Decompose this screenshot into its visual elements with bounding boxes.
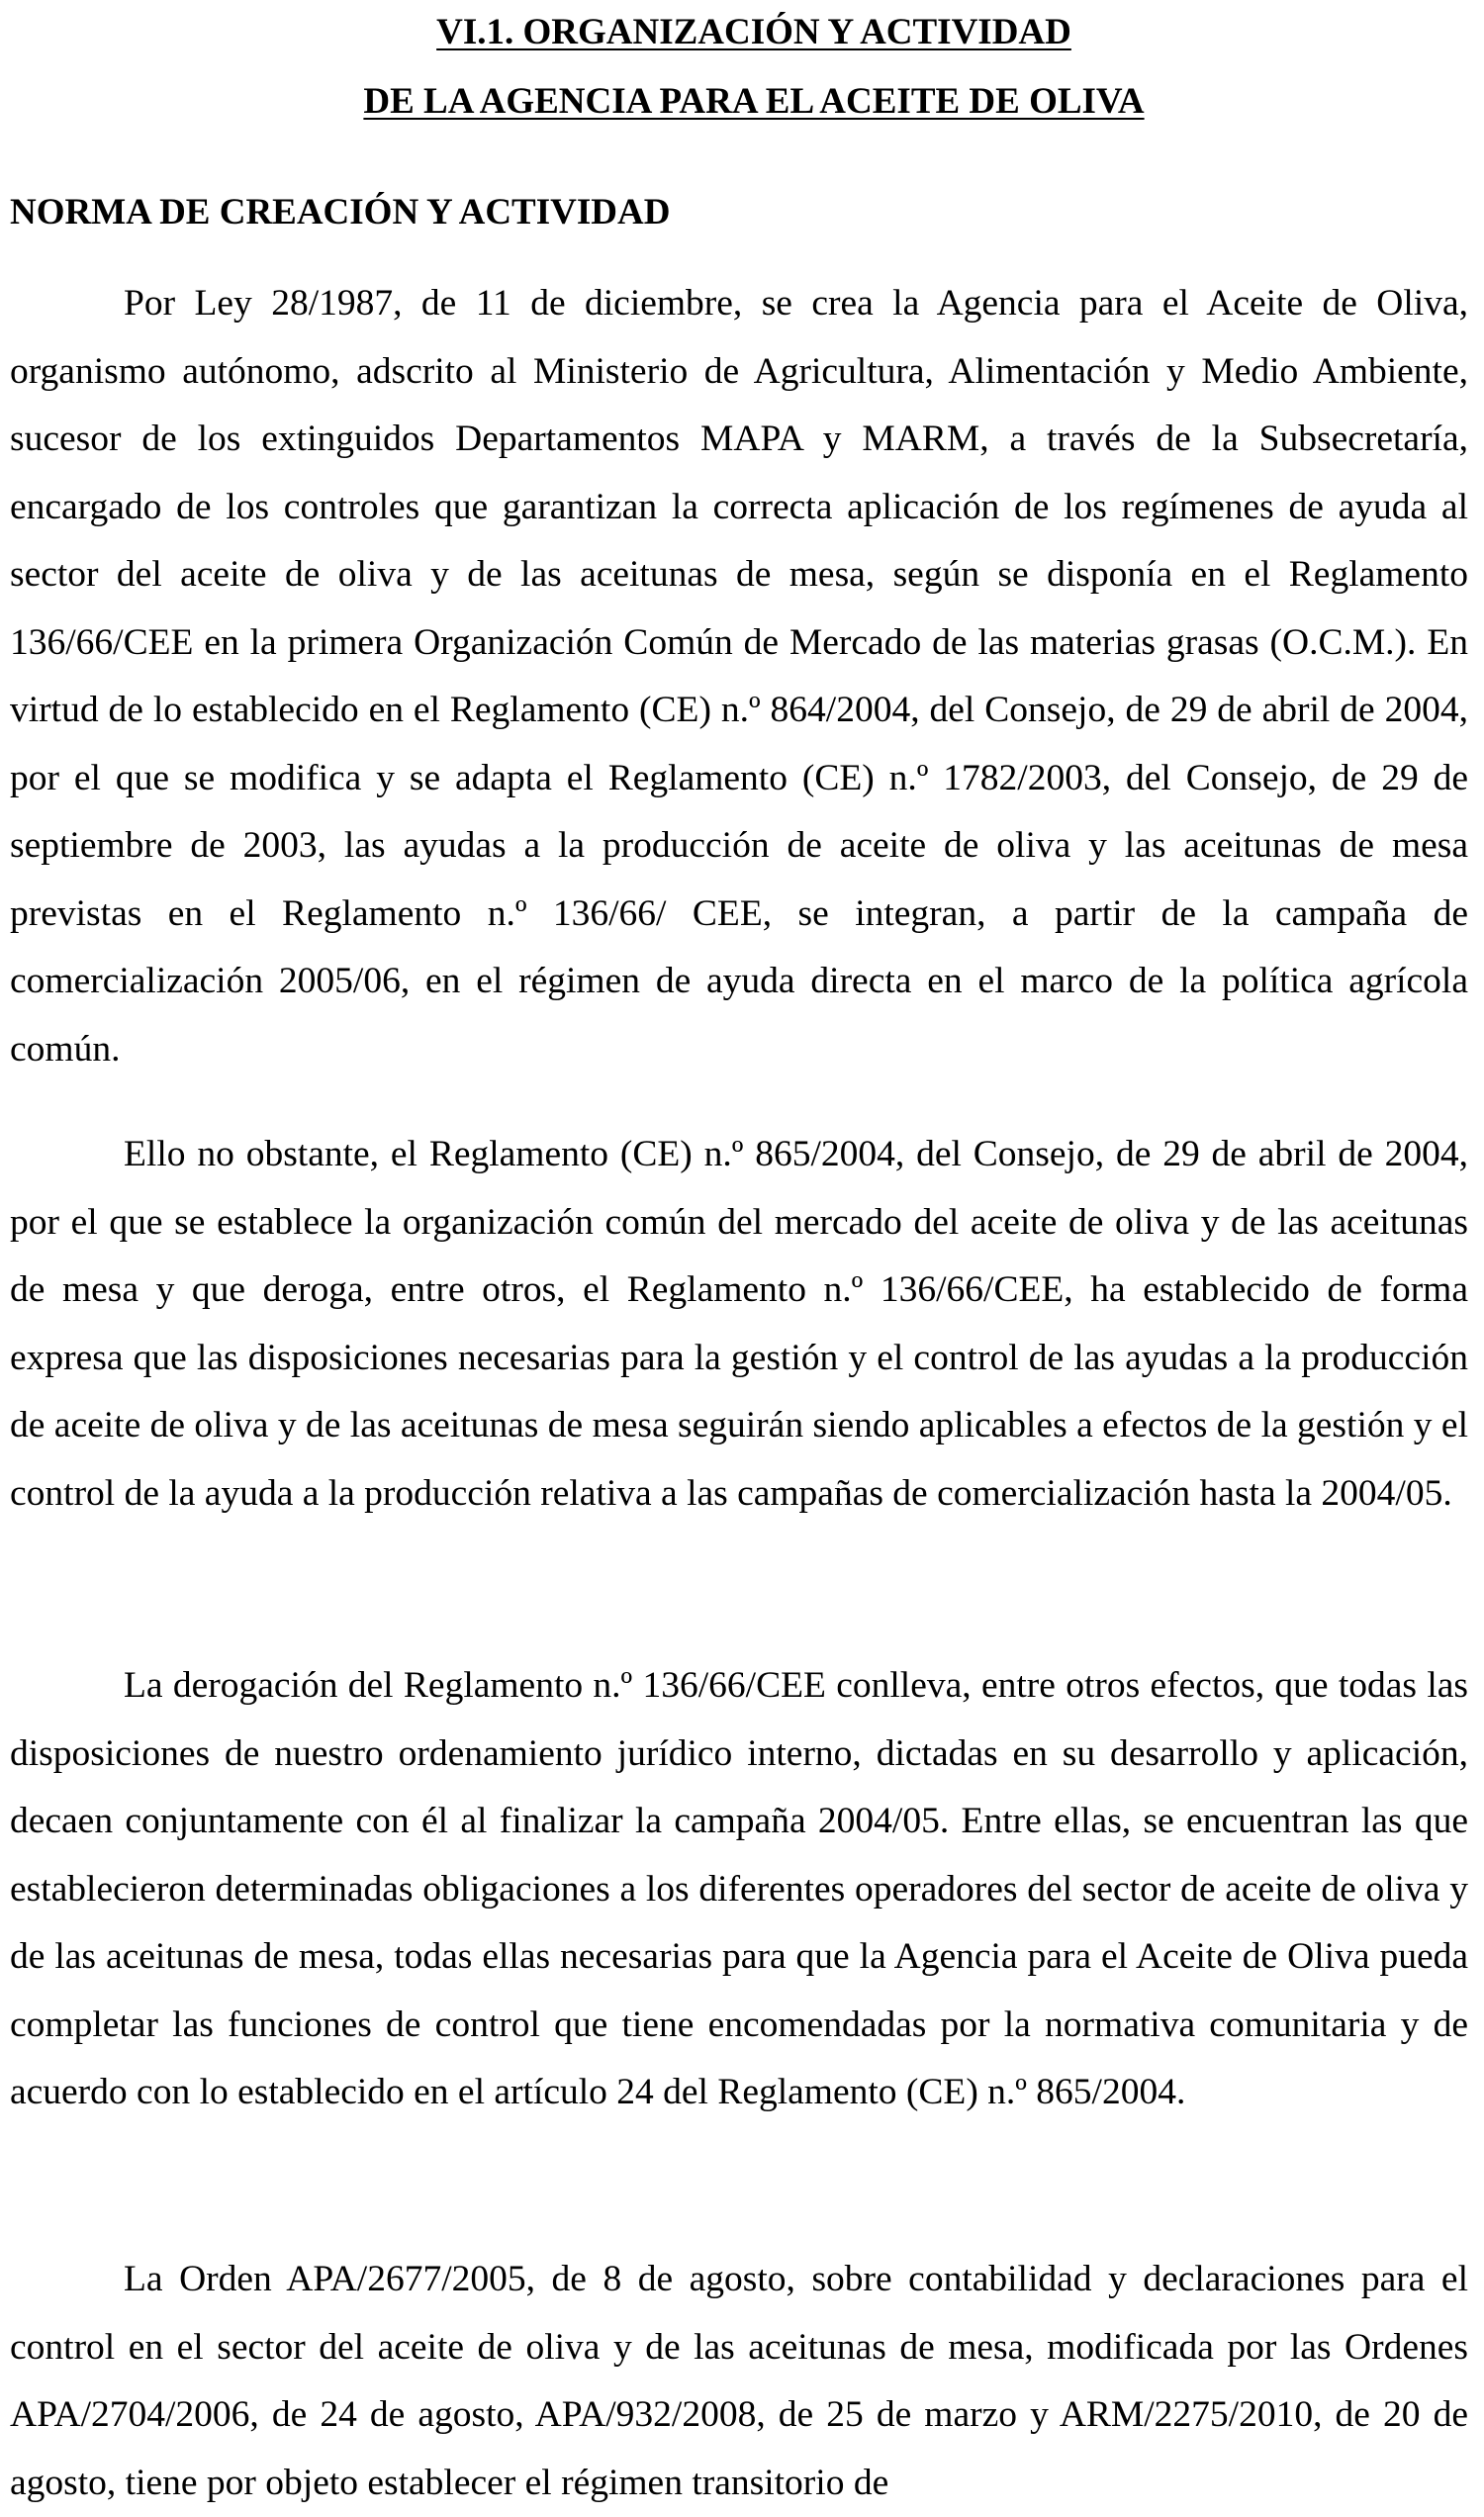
document-title-line-1: VI.1. ORGANIZACIÓN Y ACTIVIDAD — [436, 12, 1071, 52]
section-heading: NORMA DE CREACIÓN Y ACTIVIDAD — [10, 192, 671, 233]
paragraph-3: La derogación del Reglamento n.º 136/66/CEE conlleva, entre otros efectos, que todas las disposiciones de nuestro ordenamiento jurídico interno, dictadas en su desarrollo y aplicación, decaen conjuntamente con él al finalizar la campaña 2004/05. Entre ellas, se encuentran las que establecieron determinadas obligaciones a los diferentes operadores del sector de aceite de oliva y de las aceitunas de mesa, todas ellas necesarias para que la Agencia para el Aceite de Oliva pueda completar las funciones de control que tiene encomendadas por la normativa comunitaria y de acuerdo con lo establecido en el artículo 24 del Reglamento (CE) n.º 865/2004. — [10, 1665, 1468, 2112]
paragraph-2: Ello no obstante, el Reglamento (CE) n.º 865/2004, del Consejo, de 29 de abril de 2004, por el que se establece la organización común del mercado del aceite de oliva y de las aceitunas de mesa y que deroga, entre otros, el Reglamento n.º 136/66/CEE, ha establecido de forma expresa que las disposiciones necesarias para la gestión y el control de las ayudas a la producción de aceite de oliva y de las aceitunas de mesa seguirán siendo aplicables a efectos de la gestión y el control de la ayuda a la producción relativa a las campañas de comercialización hasta la 2004/05. — [10, 1134, 1468, 1514]
paragraph-1: Por Ley 28/1987, de 11 de diciembre, se crea la Agencia para el Aceite de Oliva, organismo autónomo, adscrito al Ministerio de Agricultura, Alimentación y Medio Ambiente, sucesor de los extinguidos Departamentos MAPA y MARM, a través de la Subsecretaría, encargado de los controles que garantizan la correcta aplicación de los regímenes de ayuda al sector del aceite de oliva y de las aceitunas de mesa, según se disponía en el Reglamento 136/66/CEE en la primera Organización Común de Mercado de las materias grasas (O.C.M.). En virtud de lo establecido en el Reglamento (CE) n.º 864/2004, del Consejo, de 29 de abril de 2004, por el que se modifica y se adapta el Reglamento (CE) n.º 1782/2003, del Consejo, de 29 de septiembre de 2003, las ayudas a la producción de aceite de oliva y las aceitunas de mesa previstas en el Reglamento n.º 136/66/ CEE, se integran, a partir de la campaña de comercialización 2005/06, en el régimen de ayuda directa en el marco de la política agrícola común. — [10, 283, 1468, 1070]
paragraph-4: La Orden APA/2677/2005, de 8 de agosto, sobre contabilidad y declaraciones para el control en el sector del aceite de oliva y de las aceitunas de mesa, modificada por las Ordenes APA/2704/2006, de 24 de agosto, APA/932/2008, de 25 de marzo y ARM/2275/2010, de 20 de agosto, tiene por objeto establecer el régimen transitorio de — [10, 2259, 1468, 2503]
document-title-line-2: DE LA AGENCIA PARA EL ACEITE DE OLIVA — [363, 81, 1145, 122]
